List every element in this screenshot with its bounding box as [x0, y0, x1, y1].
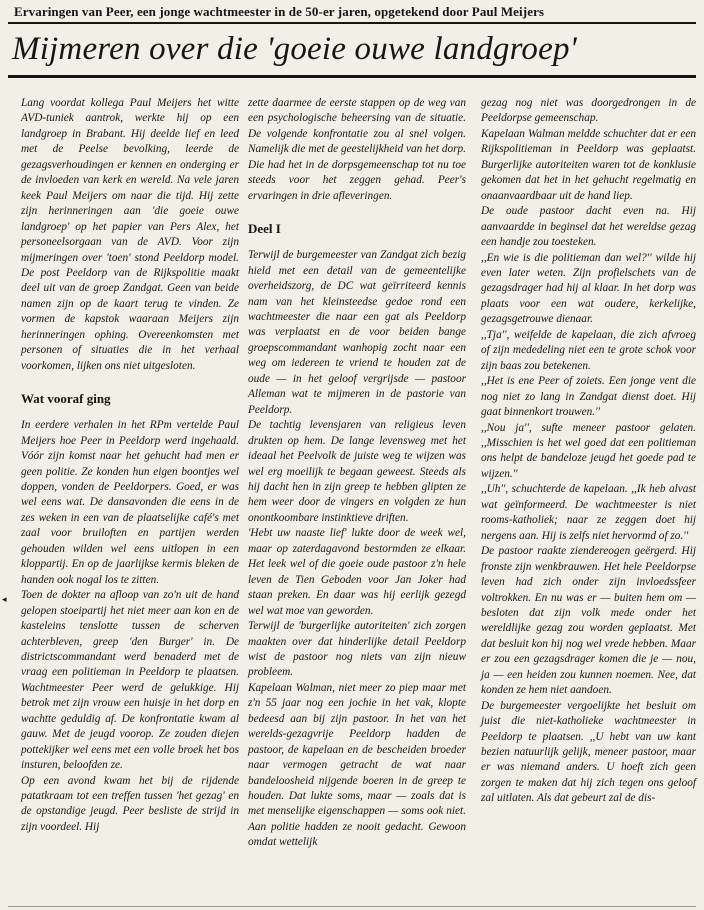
column-2 — [248, 96, 466, 851]
paragraph: De burgemeester vergoelijkte het besluit om juist die niet-katholieke wachtmeester in Peeldorp te plaatsen. ,,U hebt van uw kant bezien natuurlijk gelijk, meneer pastoor, maar er was niemand anders. U hoeft zich geen zorgen te maken dat hij zich tegen ons geloof zal uitlaten. Als dat gebeurt zal de dis- — [481, 699, 696, 805]
paragraph: Toen de dokter na afloop van zo'n uit de hand gelopen stoeipartij het niet meer aan kon en de kasteleins tenslotte tussen de scherven achterbleven, greep 'den Burger' in. De districtscommandant werd benaderd met de vraag een politieman in Peeldorp te plaatsen. Wachtmeester Peer werd de gelukkige. Hij betrok met zijn vrouw een huisje in het dorp en wachtte geduldig af. De konfrontatie kwam al gauw. Met de jeugd voorop. Ze zouden diejen pottekijker wel eens met een volle broek het bos insturen, beloofden ze. — [21, 589, 239, 772]
paragraph: ,,Tja'', weifelde de kapelaan, die zich afvroeg of zijn mededeling niet een te grote schok voor zijn baas zou betekenen. — [481, 328, 696, 372]
article-title: Mijmeren over die 'goeie ouwe landgroep' — [12, 31, 577, 67]
paragraph: gezag nog niet was doorgedrongen in de Peeldorpse gemeenschap. — [481, 97, 696, 125]
paragraph: Kapelaan Walman meldde schuchter dat er een Rijkspolitieman in Peeldorp was geplaatst. Burgerlijke autoriteiten waren tot de konklusie gekomen dat het in het gehucht regelmatig en onaanvaardbaar uit de hand liep. — [481, 127, 696, 202]
margin-arrow-icon: ◂ — [2, 594, 7, 604]
page-bottom-edge — [8, 906, 696, 907]
header-rule-top — [8, 22, 696, 24]
paragraph: ,,En wie is die politieman dan wel?'' wilde hij even later weten. Zijn profielschets van de gezagsdrager had hij al klaar. In het dorp was plaats voor een wat oudere, kerkelijke, gezagsgetrouwe dienaar. — [481, 251, 696, 326]
paragraph: ,,Het is ene Peer of zoiets. Een jonge vent die nog niet zo lang in Zandgat dienst doet. Hij gaat binnenkort trouwen.'' — [481, 375, 696, 419]
paragraph: Terwijl de burgemeester van Zandgat zich bezig hield met een detail van de gemeentelijke overheidszorg, de DC wat geïrriteerd kennis nam van het kleinsteedse gedoe rond een wachtmeester die naar een gat als Peeldorp was verplaatst en de voor beiden bange groepscommandant wanhopig zocht naar een weg om iedereen te vriend te houden zat de oude — in het geloof vergrijsde — pastoor Alleman wat te mijmeren in de pastorie van Peeldorp. — [248, 249, 466, 416]
paragraph: zette daarmee de eerste stappen op de weg van een psychologische beheersing van de situatie. De volgende konfrontatie zou al snel volgen. Namelijk die met de geestelijkheid van het dorp. Die had het in de dorpsgemeenschap tot nu toe steeds voor het zeggen gehad. Peer's ervaringen in drie afleveringen. — [248, 97, 466, 202]
paragraph: De oude pastoor dacht even na. Hij aanvaardde in beginsel dat het wereldse gezag een handje zou toesteken. — [481, 205, 696, 249]
paragraph: ,,Nou ja'', sufte meneer pastoor gelaten. ,,Misschien is het wel goed dat een politieman ons helpt de bandeloze jeugd het goede pad te wijzen.'' — [481, 421, 696, 480]
header-rule-bottom — [8, 75, 696, 78]
column-3 — [481, 96, 696, 807]
section-heading-deel-1: Deel I — [248, 221, 281, 237]
intro-paragraph: Lang voordat kollega Paul Meijers het witte AVD-tuniek aantrok, werkte hij op een landgroep in Brabant. Hij deelde lief en leed met de Peelse bevolking, leerde de gezagsverhoudingen er kennen en onderging er de invloeden van kerk en wereld. Na vele jaren keek Paul Meijers om naar die tijd. Hij zette zijn herinneringen aan 'die goeie ouwe landgroep' op het papier van Pers Alex, het personeelsorgaan van de AVD. Voor zijn mijmeringen over 'toen' stond Peeldorp model. De post Peeldorp van de Rijkspolitie maakt deel uit van de groep Zandgat. Geen van beide namen zijn op de kaart terug te vinden. Ze vormen de kapstok waaraan Meijers zijn herinneringen ophing. Overeenkomsten met personen of situaties die in het verhaal voorkomen, lijken ons niet uitgesloten. — [21, 97, 239, 372]
paragraph: Kapelaan Walman, niet meer zo piep maar met z'n 55 jaar nog een jochie in het vak, klopte bedeesd aan bij zijn pastoor. In het van het werelds-gezagvrije Peeldorp hadden de pastoor, de kapelaan en de bescheiden broeder naar vermogen getracht de wat naar bandeloosheid nijgende boeren in de greep te houden. Dat lukte soms, maar — zoals dat is met menselijke eigenschappen — soms ook niet. Aan politie hadden ze nooit gedacht. Gewoon omdat wettelijk — [248, 681, 466, 849]
column-1 — [21, 96, 239, 835]
paragraph: De tachtig levensjaren van religieus leven drukten op hem. De lange levensweg met het ideaal het Peelvolk de juiste weg te wijzen was wel erg moeilijk te begaan geweest. Steeds als hij dacht hen in zijn greep te hebben glipten ze hem weer door de vingers en volgden ze hun onontkoombare instinktieve driften. — [248, 419, 466, 524]
paragraph: 'Hebt uw naaste lief' lukte door de week wel, maar op zaterdagavond bestormden ze elkaar. Het leek wel of die goeie oude pastoor z'n hele leven de Tien Geboden voor Jan Joker had staan preken. En daar was hij eerlijk gezegd wel wat moe van geworden. — [248, 527, 466, 617]
article-kicker: Ervaringen van Peer, een jonge wachtmeester in de 50-er jaren, opgetekend door Paul Meijers — [14, 4, 545, 19]
paragraph: ,,Uh'', schuchterde de kapelaan. ,,Ik heb alvast wat geïnformeerd. De wachtmeester is niet rooms-katholiek; naar ze zeggen doet hij nergens aan. Hij is zelfs niet hervormd of zo.'' — [481, 483, 696, 542]
paragraph: Op een avond kwam het bij de rijdende patatkraam tot een treffen tussen 'het gezag' en de opstandige jeugd. Peer besliste de strijd in zijn voordeel. Hij — [21, 774, 239, 833]
paragraph: In eerdere verhalen in het RPm vertelde Paul Meijers hoe Peer in Peeldorp werd ingehaald. Vóór zijn komst naar het gehucht had men er geen politie. Ze konden hun eigen boontjes wel doppen, vonden de Peeldorpers. Goed, er was wel eens wat. De dansavonden die eens in de zes weken in een van de plaatselijke café's met zaal voor bruiloften en partijen werden gehouden wilden wel eens uitlopen in een kloppartij. En op de jaarlijkse kermis bleken de handen ook nogal los te zitten. — [21, 419, 239, 586]
paragraph: Terwijl de 'burgerlijke autoriteiten' zich zorgen maakten over dat hinderlijke detail Peeldorp wist de pastoor nog niets van zijn nieuw probleem. — [248, 620, 466, 679]
section-heading-wat-vooraf: Wat vooraf ging — [21, 391, 111, 407]
paragraph: De pastoor raakte ziendereogen geërgerd. Hij fronste zijn wenkbrauwen. Het hele Peeldorpse leven had zich onder zijn invloedssfeer voltrokken. En nu was er — buiten hem om — besloten dat zijn volk mede onder het wereldlijke gezag zou worden geplaatst. Met dat besluit kon hij nog wel vrede hebben. Maar er zou een gezagsdrager komen die je — nou, ja — een heiden zou kunnen noemen. Nee, dat konden ze hem niet aandoen. — [481, 545, 696, 697]
